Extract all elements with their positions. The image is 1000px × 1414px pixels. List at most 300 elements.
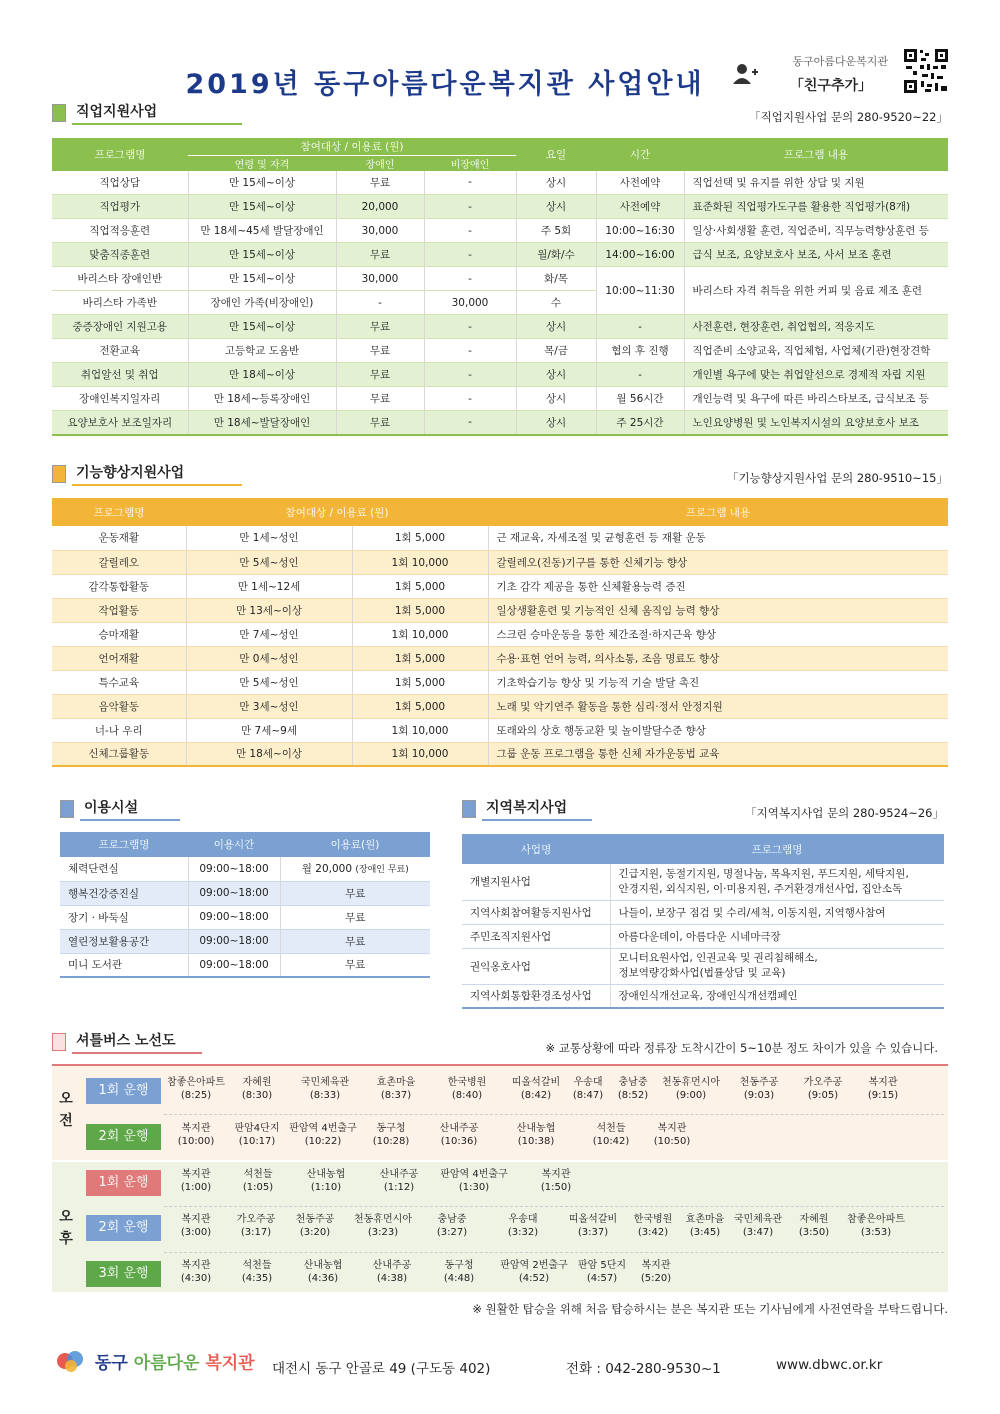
table-row: [52, 195, 948, 219]
cell: 주민조직지원사업: [462, 924, 610, 948]
stop-name: 석천들: [242, 1260, 272, 1271]
cell: 너-나 우리: [52, 718, 186, 742]
shuttle-stop: [840, 1213, 912, 1249]
cell: 09:00~18:00: [188, 953, 280, 977]
stop-time: (9:05): [807, 1090, 839, 1101]
cell: 만 15세~이상: [188, 171, 336, 195]
stop-name: 가오주공: [803, 1077, 843, 1088]
cell: 고등학교 도움반: [188, 339, 336, 363]
shuttle-stop: [228, 1076, 286, 1112]
cell: 행복건강증진실: [60, 881, 188, 905]
run-am-2: 2회 운행: [86, 1124, 161, 1150]
table-row: [52, 742, 948, 766]
cell: 상시: [516, 363, 596, 387]
cell: -: [424, 267, 516, 291]
stop-name: 자혜원: [799, 1214, 829, 1225]
section-marker: [462, 800, 476, 818]
cell: 장기 · 바둑실: [60, 905, 188, 929]
fee-note: (장애인 무료): [355, 865, 409, 876]
cell-line: 안경지원, 외식지원, 이·미용지원, 주거환경개선사업, 집안소독: [618, 882, 903, 895]
cell: 개인별 욕구에 맞는 취업알선으로 경제적 자립 지원: [684, 363, 948, 387]
cell: 취업알선 및 취업: [52, 363, 188, 387]
shuttle-stop: [494, 1259, 574, 1295]
stop-time: (10:17): [238, 1136, 276, 1147]
cell: 협의 후 진행: [596, 339, 684, 363]
table-row: [52, 598, 948, 622]
cell: 만 13세~이상: [186, 598, 352, 622]
table-row: [462, 984, 944, 1008]
cell: 09:00~18:00: [188, 905, 280, 929]
section-title: 이용시설: [80, 797, 180, 821]
section-inquiry: 「지역복지사업 문의 280-9524~26」: [745, 806, 944, 820]
shuttle-stop: [286, 1259, 360, 1295]
cell: 지역사회통합환경조성사업: [462, 984, 610, 1008]
table-row: [52, 694, 948, 718]
stop-name: 띠올석갈비: [568, 1214, 618, 1225]
stop-time: (3:42): [637, 1227, 669, 1238]
cell: -: [424, 315, 516, 339]
shuttle-stop: [506, 1076, 566, 1112]
cell: 1회 10,000: [352, 718, 488, 742]
cell: 만 15세~이상: [188, 315, 336, 339]
stop-name: 산내농협: [303, 1260, 343, 1271]
table-row: [60, 881, 430, 905]
stop-name: 자혜원: [242, 1077, 272, 1088]
stop-time: (3:50): [798, 1227, 830, 1238]
stop-time: (4:36): [307, 1273, 339, 1284]
table-row: [52, 574, 948, 598]
org-name-small: 동구아름다운복지관: [792, 55, 888, 68]
fee-value: 월 20,000: [301, 863, 353, 876]
stop-name: 판암역 4번출구: [289, 1123, 357, 1134]
stop-name: 띠올석갈비: [511, 1077, 561, 1088]
col-program: 프로그램명: [610, 834, 944, 864]
col-day: 요일: [516, 138, 596, 171]
stop-time: (1:50): [540, 1182, 572, 1193]
cell: 무료: [280, 929, 430, 953]
cell: 상시: [516, 195, 596, 219]
section-marker: [52, 1033, 66, 1051]
stop-time: (10:28): [372, 1136, 410, 1147]
cell: -: [424, 219, 516, 243]
cell: 운동재활: [52, 526, 186, 550]
stop-name: 복지관: [541, 1169, 571, 1180]
col-target-group: 참여대상 / 이용료 (원): [188, 138, 516, 155]
table-row: [60, 857, 430, 881]
cell: 14:00~16:00: [596, 243, 684, 267]
logo-areum: 아름다운: [133, 1353, 200, 1374]
stop-name: 효촌마을: [685, 1214, 725, 1225]
cell: 사전예약: [596, 195, 684, 219]
shuttle-stop: [228, 1213, 284, 1249]
shuttle-stop: [422, 1122, 496, 1158]
divider: [164, 1206, 944, 1207]
stop-time: (8:30): [241, 1090, 273, 1101]
cell: 09:00~18:00: [188, 857, 280, 881]
col-time: 시간: [596, 138, 684, 171]
shuttle-stop: [788, 1213, 840, 1249]
shuttle-stop: [288, 1168, 364, 1204]
col-biz: 사업명: [462, 834, 610, 864]
page-title: 2019년 동구아름다운복지관 사업안내: [185, 69, 705, 100]
shuttle-stop: [164, 1076, 228, 1112]
cell: 만 3세~성인: [186, 694, 352, 718]
cell: 승마재활: [52, 622, 186, 646]
section-title: 직업지원사업: [72, 101, 242, 125]
stop-time: (4:57): [586, 1273, 618, 1284]
table-row: [60, 929, 430, 953]
shuttle-stop: [286, 1122, 360, 1158]
col-target: 참여대상 / 이용료 (원): [186, 498, 488, 526]
shuttle-stop: [424, 1259, 494, 1295]
col-content: 프로그램 내용: [684, 138, 948, 171]
qr-code-icon[interactable]: [903, 48, 949, 94]
shuttle-stop: [346, 1213, 420, 1249]
shuttle-stop: [286, 1076, 364, 1112]
stop-time: (3:23): [367, 1227, 399, 1238]
cell: 개인능력 및 욕구에 따른 바리스타보조, 급식보조 등: [684, 387, 948, 411]
cell: 1회 5,000: [352, 574, 488, 598]
stop-name: 산내주공: [439, 1123, 479, 1134]
cell: 무료: [336, 339, 424, 363]
stop-time: (3:32): [507, 1227, 539, 1238]
shuttle-stop: [284, 1213, 346, 1249]
section-facility-heading: [60, 798, 180, 820]
cell: 09:00~18:00: [188, 881, 280, 905]
table-row: [52, 526, 948, 550]
table-row: [52, 243, 948, 267]
cell: 무료: [336, 315, 424, 339]
stop-time: (1:10): [310, 1182, 342, 1193]
cell: 무료: [280, 953, 430, 977]
divider: [164, 1114, 944, 1115]
stop-time: (3:37): [577, 1227, 609, 1238]
shuttle-stop: [164, 1213, 228, 1249]
shuttle-stop: [624, 1213, 682, 1249]
cell: 바리스타 장애인반: [52, 267, 188, 291]
cell: 만 18세~이상: [186, 742, 352, 766]
stop-name: 가오주공: [236, 1214, 276, 1225]
table-row: [52, 670, 948, 694]
cell: 만 5세~성인: [186, 670, 352, 694]
cell: 개별지원사업: [462, 864, 610, 900]
cell: 1회 10,000: [352, 742, 488, 766]
cell: 만 1세~12세: [186, 574, 352, 598]
cell: -: [424, 387, 516, 411]
cell: 만 18세~발달장애인: [188, 411, 336, 435]
col-program: 프로그램명: [52, 498, 186, 526]
cell: 체력단련실: [60, 857, 188, 881]
cell: 전환교육: [52, 339, 188, 363]
section-job-support-heading: [52, 102, 242, 124]
cell: 감각통합활동: [52, 574, 186, 598]
cell: 상시: [516, 387, 596, 411]
stop-time: (9:15): [867, 1090, 899, 1101]
cell: 직업적응훈련: [52, 219, 188, 243]
shuttle-stop: [576, 1122, 646, 1158]
cell: 지역사회참여활동지원사업: [462, 900, 610, 924]
stop-time: (3:00): [180, 1227, 212, 1238]
section-title: 지역복지사업: [482, 797, 592, 821]
cell: 만 18세~등록장애인: [188, 387, 336, 411]
cell: 또래와의 상호 행동교환 및 놀이발달수준 향상: [488, 718, 948, 742]
cell: 화/목: [516, 267, 596, 291]
section-shuttle-heading: [52, 1031, 202, 1053]
stop-name: 판암역 4번출구: [440, 1169, 508, 1180]
table-row: [52, 387, 948, 411]
shuttle-stop: [364, 1168, 434, 1204]
stop-name: 우송대: [508, 1214, 538, 1225]
cell: 장애인 가족(비장애인): [188, 291, 336, 315]
cell: 특수교육: [52, 670, 186, 694]
cell: 무료: [336, 387, 424, 411]
stop-time: (1:00): [180, 1182, 212, 1193]
community-table: [462, 834, 944, 1009]
logo-icon: [55, 1348, 89, 1379]
shuttle-stop: [610, 1076, 656, 1112]
shuttle-note-top: ※ 교통상황에 따라 정류장 도착시간이 5~10분 정도 차이가 있을 수 있습니다.: [545, 1041, 938, 1055]
stop-time: (1:30): [458, 1182, 490, 1193]
cell: 만 1세~성인: [186, 526, 352, 550]
cell: 나들이, 보장구 점검 및 수리/세척, 이동지원, 지역행사참여: [610, 900, 944, 924]
cell: 만 7세~성인: [186, 622, 352, 646]
table-row: [52, 267, 948, 291]
table-row: [52, 411, 948, 435]
shuttle-stop: [514, 1168, 598, 1204]
stop-name: 판암4단지: [234, 1123, 280, 1134]
pm-label: [56, 1206, 76, 1250]
stop-time: (3:47): [742, 1227, 774, 1238]
stop-name: 국민체육관: [300, 1077, 350, 1088]
cell: 1회 10,000: [352, 550, 488, 574]
cell: 장애인식개선교육, 장애인식개선캠페인: [610, 984, 944, 1008]
cell: 열린정보활용공간: [60, 929, 188, 953]
cell: 30,000: [336, 219, 424, 243]
cell: 10:00~16:30: [596, 219, 684, 243]
cell: 바리스타 자격 취득을 위한 커피 및 음료 제조 훈련: [684, 267, 948, 315]
section-marker: [60, 800, 74, 818]
stop-time: (4:38): [376, 1273, 408, 1284]
table-row: [52, 315, 948, 339]
cell: 스크린 승마운동을 통한 체간조절·하지근육 향상: [488, 622, 948, 646]
col-nondisabled: 비장애인: [424, 155, 516, 171]
shuttle-stop: [566, 1076, 610, 1112]
cell: 무료: [280, 881, 430, 905]
stop-time: (3:17): [240, 1227, 272, 1238]
pm-text: 오후: [59, 1209, 73, 1247]
cell: 중증장애인 지원고용: [52, 315, 188, 339]
stop-name: 동구청: [444, 1260, 474, 1271]
cell: 직업선택 및 유지를 위한 상담 및 지원: [684, 171, 948, 195]
cell: 권익옹호사업: [462, 948, 610, 984]
cell: 만 5세~성인: [186, 550, 352, 574]
cell: 급식 보조, 요양보호사 보조, 사서 보조 훈련: [684, 243, 948, 267]
stops-run-4: [164, 1259, 682, 1295]
table-row: [52, 718, 948, 742]
cell: 맞춤직종훈련: [52, 243, 188, 267]
stop-time: (10:38): [517, 1136, 555, 1147]
cell: 만 15세~이상: [188, 267, 336, 291]
cell: 갈릴레오: [52, 550, 186, 574]
stop-name: 천동휴먼시아: [354, 1214, 412, 1225]
cell: 수용·표현 언어 능력, 의사소통, 조음 명료도 향상: [488, 646, 948, 670]
cell-line: 긴급지원, 동절기지원, 명절나눔, 목욕지원, 푸드지원, 세탁지원,: [618, 867, 909, 880]
friend-add-label[interactable]: 「친구추가」: [789, 78, 872, 94]
stop-time: (8:40): [451, 1090, 483, 1101]
section-title: 셔틀버스 노선도: [72, 1030, 202, 1054]
stop-time: (3:53): [860, 1227, 892, 1238]
table-row: [462, 924, 944, 948]
stop-name: 참좋은아파트: [167, 1077, 225, 1088]
cell: 노래 및 악기연주 활동을 통한 심리·정서 안정지원: [488, 694, 948, 718]
logo-bokji: 복지관: [205, 1353, 255, 1374]
footer-phone: 전화 : 042-280-9530~1: [566, 1361, 721, 1377]
stop-name: 산내농협: [306, 1169, 346, 1180]
cell: 미니 도서관: [60, 953, 188, 977]
section-community-heading: [462, 798, 592, 820]
col-program: 프로그램명: [60, 832, 188, 857]
cell: 장애인복지일자리: [52, 387, 188, 411]
stop-time: (8:33): [309, 1090, 341, 1101]
stops-run-2: [164, 1168, 598, 1204]
cell: [610, 864, 944, 900]
cell: 언어재활: [52, 646, 186, 670]
stop-name: 천동주공: [739, 1077, 779, 1088]
shuttle-stop: [434, 1168, 514, 1204]
stop-time: (10:36): [440, 1136, 478, 1147]
cell: [280, 857, 430, 881]
am-label: [56, 1088, 76, 1132]
footer-website[interactable]: www.dbwc.or.kr: [776, 1357, 883, 1373]
section-inquiry: 「직업지원사업 문의 280-9520~22」: [749, 110, 948, 124]
cell: 일상생활훈련 및 기능적인 신체 움직임 능력 향상: [488, 598, 948, 622]
cell: 그룹 운동 프로그램을 통한 신체 자가운동법 교육: [488, 742, 948, 766]
cell: [610, 948, 944, 984]
stop-name: 석천들: [596, 1123, 626, 1134]
cell: 10:00~11:30: [596, 267, 684, 315]
col-program: 프로그램명: [52, 138, 188, 171]
shuttle-stop: [792, 1076, 854, 1112]
cell: 사전예약: [596, 171, 684, 195]
section-marker: [52, 104, 66, 122]
divider: [164, 1252, 944, 1253]
cell: 일상·사회생활 훈련, 직업준비, 직무능력향상훈련 등: [684, 219, 948, 243]
table-row: [462, 864, 944, 900]
shuttle-note-bottom: ※ 원활한 탑승을 위해 처음 탑승하시는 분은 복지관 또는 기사님에게 사전연락을 부탁드립니다.: [472, 1302, 948, 1316]
stop-name: 한국병원: [633, 1214, 673, 1225]
add-friend-icon[interactable]: [733, 63, 759, 88]
stop-time: (1:12): [383, 1182, 415, 1193]
table-row: [52, 550, 948, 574]
stop-time: (3:27): [436, 1227, 468, 1238]
stop-name: 복지관: [181, 1123, 211, 1134]
shuttle-stop: [484, 1213, 562, 1249]
cell: 직업준비 소양교육, 직업체험, 사업체(기관)현장견학: [684, 339, 948, 363]
stop-time: (10:22): [304, 1136, 342, 1147]
stop-name: 산내농협: [516, 1123, 556, 1134]
section-marker: [52, 465, 66, 483]
stop-name: 판암역 2번출구: [500, 1260, 568, 1271]
table-row: [52, 171, 948, 195]
stop-time: (4:35): [241, 1273, 273, 1284]
shuttle-stop: [630, 1259, 682, 1295]
shuttle-stop: [164, 1168, 228, 1204]
cell: 1회 5,000: [352, 670, 488, 694]
shuttle-stop: [726, 1076, 792, 1112]
stop-name: 복지관: [641, 1260, 671, 1271]
stop-name: 국민체육관: [733, 1214, 783, 1225]
facility-table: [60, 832, 430, 978]
stop-name: 복지관: [181, 1214, 211, 1225]
shuttle-stop: [228, 1168, 288, 1204]
cell: 만 7세~9세: [186, 718, 352, 742]
shuttle-stop: [656, 1076, 726, 1112]
cell: -: [424, 171, 516, 195]
run-pm-3: 3회 운행: [86, 1261, 161, 1287]
cell: 사전훈련, 현장훈련, 취업협의, 적응지도: [684, 315, 948, 339]
stop-time: (3:20): [299, 1227, 331, 1238]
col-fee: 이용료(원): [280, 832, 430, 857]
stop-name: 한국병원: [447, 1077, 487, 1088]
logo-dong: 동구: [94, 1353, 128, 1374]
shuttle-stop: [228, 1259, 286, 1295]
shuttle-stop: [682, 1213, 728, 1249]
cell: 근 재교육, 자세조절 및 균형훈련 등 재활 운동: [488, 526, 948, 550]
stop-name: 복지관: [181, 1169, 211, 1180]
section-inquiry: 「기능향상지원사업 문의 280-9510~15」: [726, 471, 948, 485]
table-row: [462, 948, 944, 984]
cell: 1회 10,000: [352, 622, 488, 646]
shuttle-stop: [164, 1122, 228, 1158]
stop-time: (10:42): [592, 1136, 630, 1147]
col-time: 이용시간: [188, 832, 280, 857]
col-content: 프로그램 내용: [488, 498, 948, 526]
cell: 무료: [336, 171, 424, 195]
stop-time: (4:48): [443, 1273, 475, 1284]
stop-time: (8:42): [520, 1090, 552, 1101]
run-pm-2: 2회 운행: [86, 1215, 161, 1241]
cell: -: [336, 291, 424, 315]
cell: -: [424, 195, 516, 219]
shuttle-stop: [228, 1122, 286, 1158]
table-row: [462, 900, 944, 924]
cell: 20,000: [336, 195, 424, 219]
cell: 음악활동: [52, 694, 186, 718]
cell-line: 정보역량강화사업(법률상담 및 교육): [618, 967, 786, 979]
cell: -: [424, 339, 516, 363]
cell: 기초 감각 제공을 통한 신체활용능력 증진: [488, 574, 948, 598]
stop-name: 천동주공: [295, 1214, 335, 1225]
stop-time: (10:00): [177, 1136, 215, 1147]
shuttle-stop: [646, 1122, 698, 1158]
cell: -: [424, 243, 516, 267]
stop-name: 복지관: [181, 1260, 211, 1271]
job-support-table: [52, 138, 948, 436]
cell: 주 5회: [516, 219, 596, 243]
shuttle-stop: [360, 1259, 424, 1295]
stop-name: 산내주공: [379, 1169, 419, 1180]
stop-name: 충남중: [618, 1077, 648, 1088]
cell: 30,000: [336, 267, 424, 291]
cell: 아름다운데이, 아름다운 시네마극장: [610, 924, 944, 948]
stop-name: 산내주공: [372, 1260, 412, 1271]
cell: 상시: [516, 315, 596, 339]
stop-time: (9:00): [675, 1090, 707, 1101]
shuttle-stop: [428, 1076, 506, 1112]
stop-time: (1:05): [242, 1182, 274, 1193]
run-am-1: 1회 운행: [86, 1078, 161, 1104]
shuttle-stop: [562, 1213, 624, 1249]
